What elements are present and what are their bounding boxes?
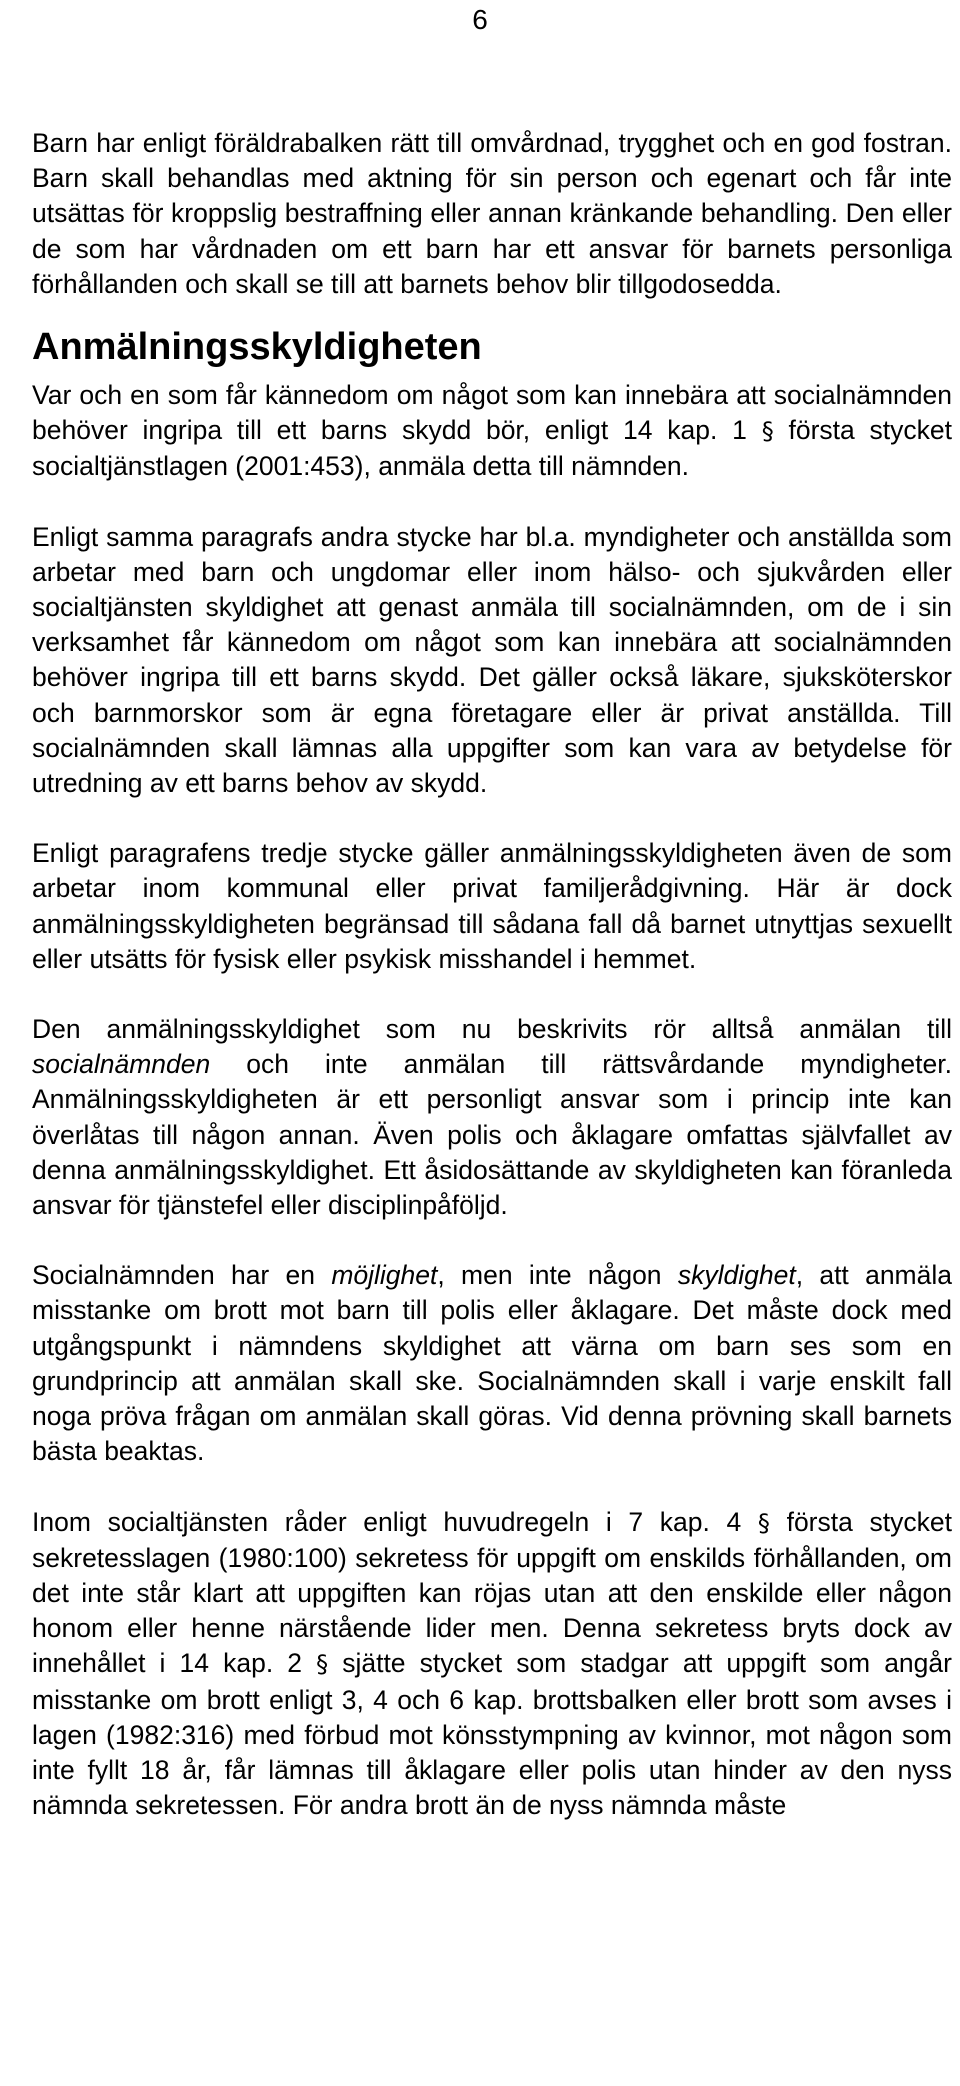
paragraph-possibility	[32, 1258, 952, 1469]
paragraph-text: Var och en som får kännedom om något som kan innebära att socialnämnden behöver ingripa till ett barns skydd bör, enligt 14 kap. 1	[32, 380, 952, 446]
paragraph-text: och inte anmälan till rättsvårdande myndigheter. Anmälningsskyldigheten är ett personligt ansvar som i princip inte kan överlåtas till någon annan. Även polis och åklagare omfattas självfallet av denna anmälningsskyldighet. Ett åsidosättande av skyldigheten kan föranleda ansvar för tjänstefel eller disciplinpåföljd.	[32, 1049, 952, 1221]
intro-paragraph: Barn har enligt föräldrabalken rätt till omvårdnad, trygghet och en god fostran. Barn skall behandlas med aktning för sin person och egenart och får inte utsättas för kroppslig bestraffning eller annan kränkande behandling. Den eller de som har vårdnaden om ett barn har ett ansvar för barnets personliga förhållanden och skall se till att barnets behov blir tillgodosedda.	[32, 128, 952, 299]
emphasis-mojlighet: möjlighet	[331, 1260, 438, 1291]
paragraph-secrecy	[32, 1505, 952, 1824]
paragraph-scope	[32, 1012, 952, 1223]
section-sign-icon: §	[316, 1650, 329, 1679]
paragraph-text: sjätte stycket som stadgar att uppgift som angår misstanke om brott enligt 3, 4 och 6 kap. brottsbalken eller brott som avses i lagen (1982:316) med förbud mot könsstympning av kvinnor, mot någon som inte fyllt 18 år, får lämnas till åklagare eller polis utan hinder av den nyss nämnda sekretessen. För andra brott än de nyss nämnda måste	[32, 1648, 952, 1821]
document-body	[32, 126, 952, 1823]
page-number: 6	[472, 4, 488, 35]
paragraph-text: första stycket socialtjänstlagen (2001:453), anmäla detta till nämnden.	[32, 415, 952, 482]
emphasis-socialnamnden: socialnämnden	[32, 1049, 211, 1080]
paragraph-text: Den anmälningsskyldighet som nu beskrivits rör alltså anmälan till	[32, 1014, 952, 1045]
section-sign-icon: §	[761, 417, 774, 446]
section-sign-icon: §	[757, 1508, 770, 1537]
paragraph-text: , att anmäla misstanke om brott mot barn till polis eller åklagare. Det måste dock med utgångspunkt i nämndens skyldighet att värna om barn ses som en grundprincip att anmälan skall ske. Socialnämnden skall i varje enskilt fall noga pröva frågan om anmälan skall göras. Vid denna prövning skall barnets bästa beaktas.	[32, 1260, 952, 1467]
paragraph-text: första stycket sekretesslagen (1980:100) sekretess för uppgift om enskilds förhållanden, om det inte står klart att uppgiften kan röjas utan att den enskilde eller någon honom eller henne närstående lider men. Denna sekretess bryts dock av innehållet i 14 kap. 2	[32, 1506, 952, 1679]
paragraph-second-subsection: Enligt samma paragrafs andra stycke har bl.a. myndigheter och anställda som arbetar med barn och ungdomar eller inom hälso- och sjukvården eller socialtjänsten skyldighet att genast anmäla till socialnämnden, om de i sin verksamhet får kännedom om något som kan innebära att socialnämnden behöver ingripa till ett barns skydd. Det gäller också läkare, sjuksköterskor och barnmorskor som är egna företagare eller är privat anställda. Till socialnämnden skall lämnas alla uppgifter som kan vara av betydelse för utredning av ett barns behov av skydd.	[32, 521, 952, 799]
paragraph-text: Inom socialtjänsten råder enligt huvudregeln i 7 kap. 4	[32, 1506, 742, 1537]
paragraph-reporting-duty	[32, 378, 952, 485]
paragraph-text: Socialnämnden har en	[32, 1260, 316, 1291]
emphasis-skyldighet: skyldighet	[677, 1260, 796, 1291]
paragraph-third-subsection: Enligt paragrafens tredje stycke gäller anmälningsskyldigheten även de som arbetar inom kommunal eller privat familjerådgivning. Här är dock anmälningsskyldigheten begränsad till sådana fall då barnet utnyttjas sexuellt eller utsätts för fysisk eller psykisk misshandel i hemmet.	[32, 838, 952, 974]
section-heading: Anmälningsskyldigheten	[32, 326, 482, 369]
paragraph-text: , men inte någon	[437, 1260, 662, 1291]
